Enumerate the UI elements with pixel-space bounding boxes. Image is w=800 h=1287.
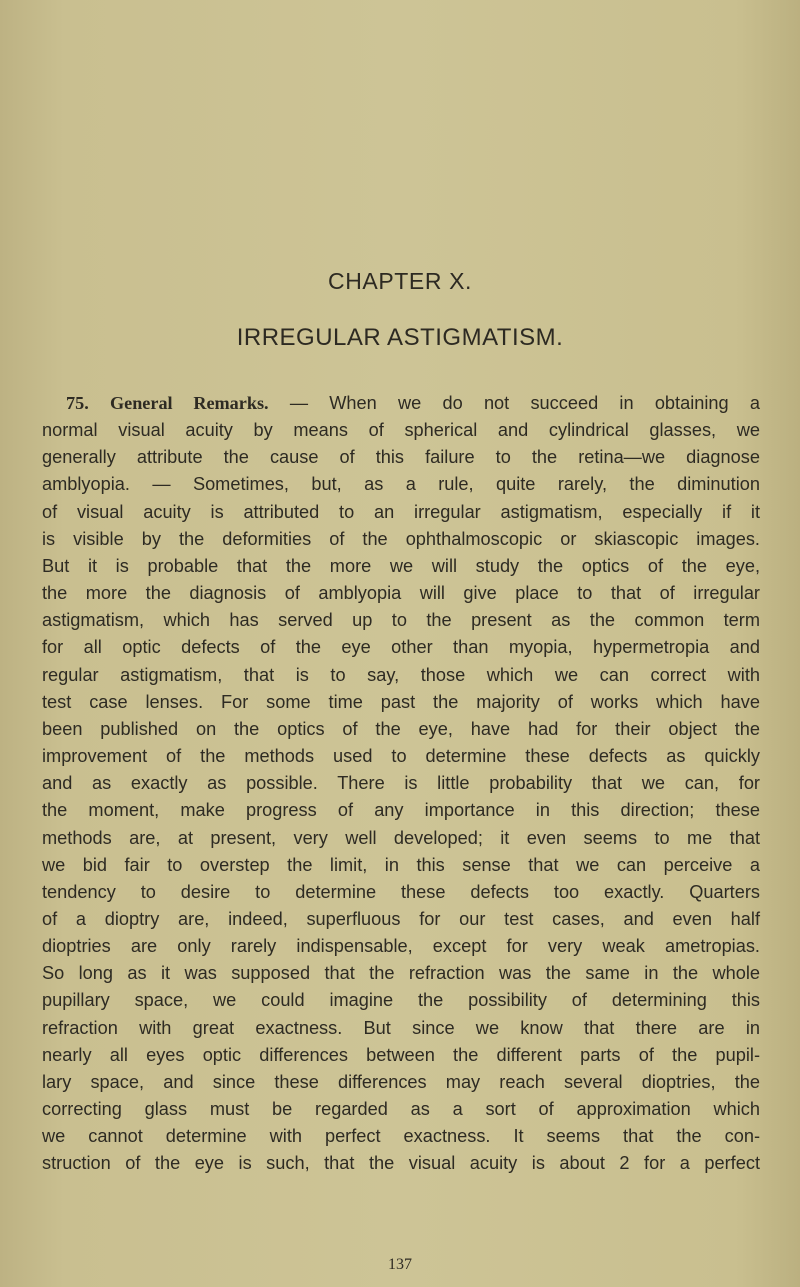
text-line: regular astigmatism, that is to say, those which we can correct with (42, 664, 760, 685)
text-line: normal visual acuity by means of spherical and cylindrical glasses, we (42, 420, 760, 441)
text-line: pupillary space, we could imagine the possibility of determining this (42, 990, 760, 1011)
chapter-title: IRREGULAR ASTIGMATISM. (236, 324, 564, 351)
text-line: refraction with great exactness. But since we know that there are in (42, 1017, 760, 1038)
body-text (42, 390, 760, 1178)
text-line: So long as it was supposed that the refraction was the same in the whole (42, 963, 760, 984)
text-line: generally attribute the cause of this failure to the retina—we diagnose (42, 447, 760, 468)
text-line: the more the diagnosis of amblyopia will give place to that of irregular (42, 583, 760, 604)
section-first-line-text: — When we do not succeed in obtaining a (268, 393, 760, 413)
text-line: correcting glass must be regarded as a sort of approximation which (42, 1099, 760, 1120)
text-line: improvement of the methods used to determine these defects as quickly (42, 746, 760, 767)
text-line: tendency to desire to determine these defects too exactly. Quarters (42, 881, 760, 902)
text-line: astigmatism, which has served up to the present as the common term (42, 610, 760, 631)
text-line: dioptries are only rarely indispensable, except for very weak ametropias. (42, 936, 760, 957)
text-line: methods are, at present, very well developed; it even seems to me that (42, 827, 760, 848)
section-first-line (42, 390, 760, 417)
section-number: 75. (66, 393, 89, 413)
text-line: struction of the eye is such, that the visual acuity is about 2 for a perfect (42, 1153, 760, 1174)
text-line: But it is probable that the more we will study the optics of the eye, (42, 555, 760, 576)
text-line: we bid fair to overstep the limit, in this sense that we can perceive a (42, 854, 760, 875)
text-line: the moment, make progress of any importance in this direction; these (42, 800, 760, 821)
text-line: is visible by the deformities of the ophthalmoscopic or skiascopic images. (42, 528, 760, 549)
text-line: we cannot determine with perfect exactness. It seems that the con- (42, 1126, 760, 1147)
text-line: and as exactly as possible. There is little probability that we can, for (42, 773, 760, 794)
text-line: test case lenses. For some time past the majority of works which have (42, 691, 760, 712)
chapter-label: CHAPTER X. (327, 268, 473, 294)
text-line: of a dioptry are, indeed, superfluous for our test cases, and even half (42, 908, 760, 929)
text-line: of visual acuity is attributed to an irregular astigmatism, especially if it (42, 501, 760, 522)
text-line: lary space, and since these differences may reach several dioptries, the (42, 1071, 760, 1092)
text-line: been published on the optics of the eye, have had for their object the (42, 718, 760, 739)
text-line: amblyopia. — Sometimes, but, as a rule, quite rarely, the diminution (42, 474, 760, 495)
page-number: 137 (388, 1256, 412, 1273)
text-line: for all optic defects of the eye other than myopia, hypermetropia and (42, 637, 760, 658)
section-heading: General Remarks. (109, 393, 269, 413)
text-line: nearly all eyes optic differences between the different parts of the pupil- (42, 1044, 760, 1065)
